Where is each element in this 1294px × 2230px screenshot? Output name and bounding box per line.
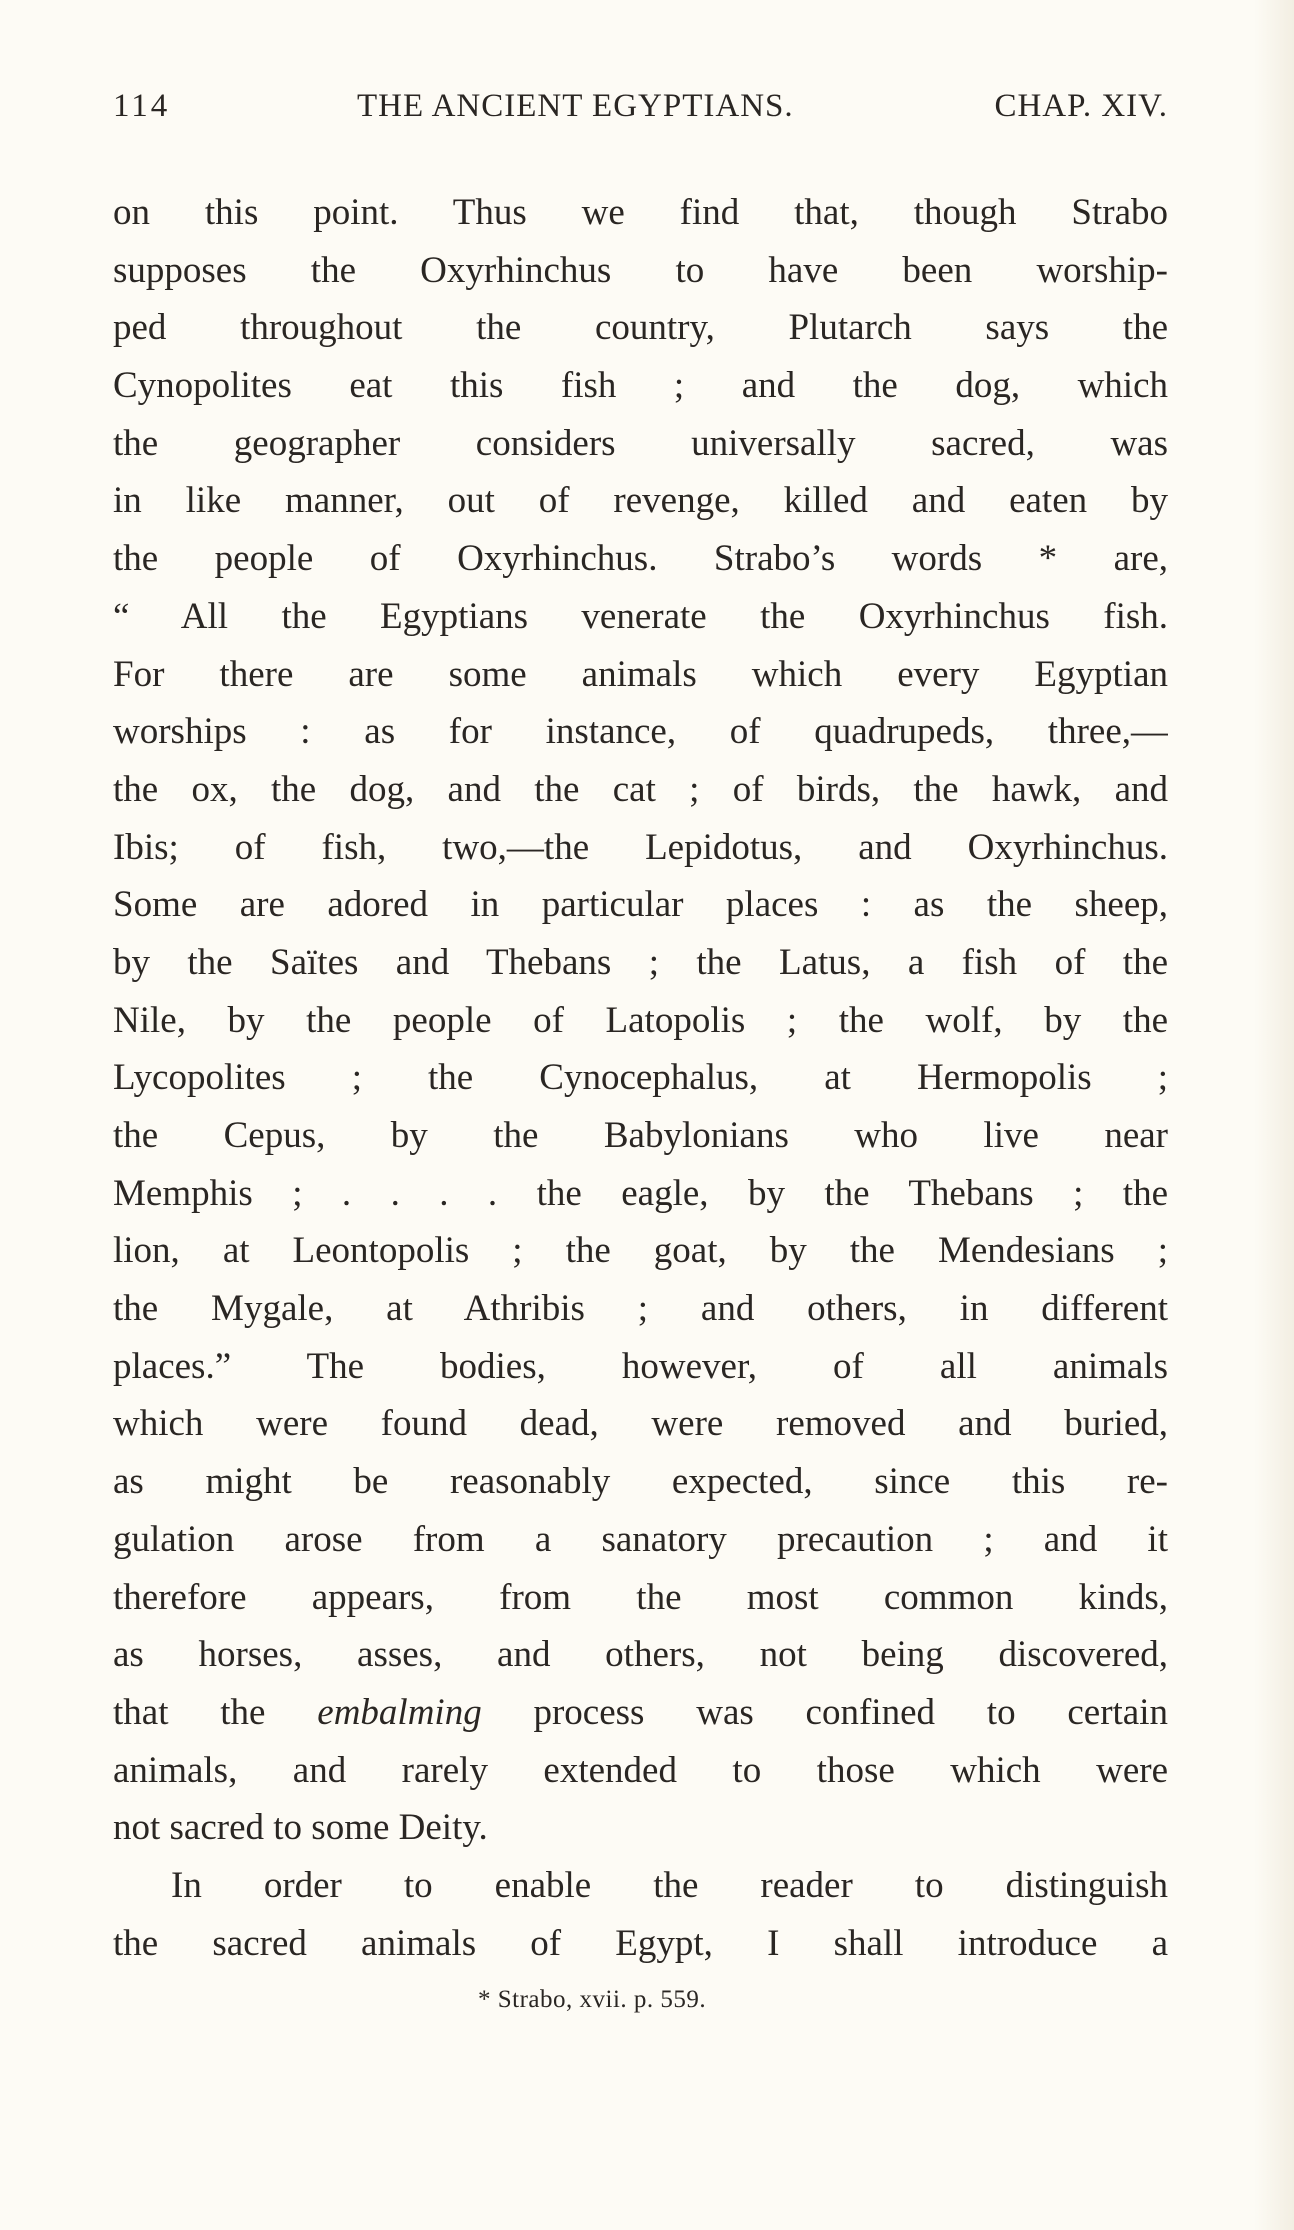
- text-line: Ibis; of fish, two,—the Lepidotus, and Oxyrhinchus.: [113, 826, 1168, 868]
- text-line: not sacred to some Deity.: [113, 1807, 488, 1849]
- text-line-emphasis: [113, 1684, 1168, 1742]
- text-line: supposes the Oxyrhinchus to have been worship-: [113, 249, 1168, 291]
- chapter-label: CHAP. XIV.: [994, 88, 1168, 124]
- text-line: the sacred animals of Egypt, I shall introduce a: [113, 1922, 1168, 1964]
- text-line: therefore appears, from the most common kinds,: [113, 1576, 1168, 1618]
- page-edge-shade: [1254, 0, 1294, 2230]
- text-line: as horses, asses, and others, not being discovered,: [113, 1634, 1168, 1676]
- text-line: gulation arose from a sanatory precaution ; and it: [113, 1518, 1168, 1560]
- text-line: Lycopolites ; the Cynocephalus, at Hermopolis ;: [113, 1057, 1168, 1099]
- italic-term: embalming: [317, 1691, 482, 1733]
- text-line: Memphis ; . . . . the eagle, by the Thebans ; the: [113, 1172, 1168, 1214]
- text-line: which were found dead, were removed and buried,: [113, 1403, 1168, 1445]
- text-line: animals, and rarely extended to those which were: [113, 1749, 1168, 1791]
- footnote: * Strabo, xvii. p. 559.: [478, 1986, 707, 2013]
- running-title: THE ANCIENT EGYPTIANS.: [357, 88, 794, 124]
- text-line: the people of Oxyrhinchus. Strabo’s words * are,: [113, 538, 1168, 580]
- text-segment: that the: [113, 1691, 318, 1733]
- text-line: ped throughout the country, Plutarch says the: [113, 307, 1168, 349]
- text-line: lion, at Leontopolis ; the goat, by the Mendesians ;: [113, 1230, 1168, 1272]
- text-line: Cynopolites eat this fish ; and the dog, which: [113, 365, 1168, 407]
- text-line: places.” The bodies, however, of all animals: [113, 1345, 1168, 1387]
- text-line: on this point. Thus we find that, though Strabo: [113, 192, 1168, 233]
- text-line: the Cepus, by the Babylonians who live near: [113, 1115, 1168, 1156]
- text-line: Nile, by the people of Latopolis ; the wolf, by the: [113, 999, 1168, 1041]
- text-line: by the Saïtes and Thebans ; the Latus, a fish of the: [113, 941, 1168, 983]
- text-segment: process was confined to certain: [481, 1691, 1168, 1733]
- text-line: the Mygale, at Athribis ; and others, in different: [113, 1288, 1168, 1330]
- running-head: [113, 88, 1168, 138]
- paragraph-start-line: In order to enable the reader to distinguish: [171, 1864, 1168, 1906]
- page-number: 114: [113, 88, 171, 124]
- text-line: “ All the Egyptians venerate the Oxyrhinchus fish.: [113, 595, 1168, 637]
- text-line: in like manner, out of revenge, killed and eaten by: [113, 480, 1168, 522]
- body-text: [113, 184, 1168, 1972]
- text-line: For there are some animals which every Egyptian: [113, 653, 1168, 695]
- text-line: the geographer considers universally sacred, was: [113, 422, 1168, 464]
- text-line: Some are adored in particular places : as the sheep,: [113, 884, 1168, 926]
- text-line: worships : as for instance, of quadrupeds, three,—: [113, 711, 1168, 753]
- text-line: as might be reasonably expected, since this re-: [113, 1461, 1168, 1503]
- text-line: the ox, the dog, and the cat ; of birds, the hawk, and: [113, 768, 1168, 810]
